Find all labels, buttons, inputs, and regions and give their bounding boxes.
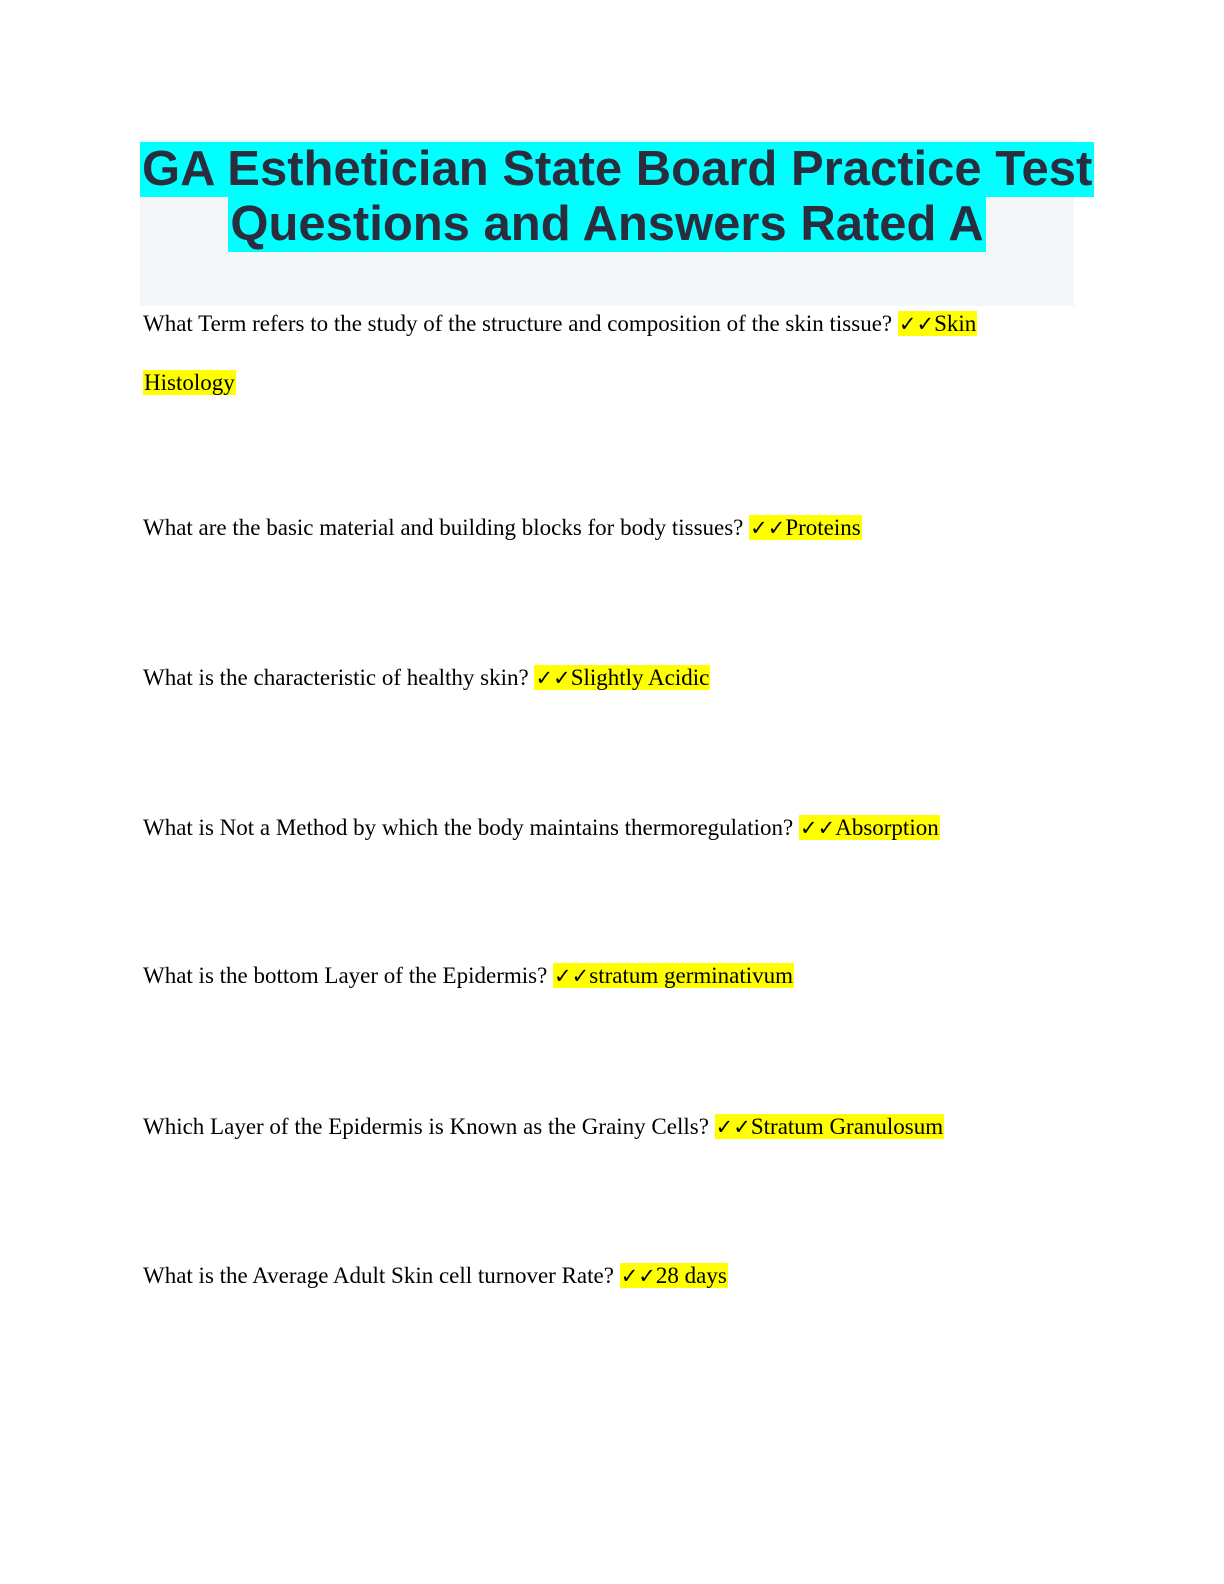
answer-text: Histology (144, 370, 235, 395)
double-check-icon: ✓✓ (800, 816, 836, 840)
answer-text: Slightly Acidic (570, 665, 710, 690)
question-text: What are the basic material and building blocks for body tissues? (143, 515, 750, 540)
qa-item-6 (143, 1111, 944, 1143)
answer-text: Proteins (785, 515, 861, 540)
answer-highlight (799, 815, 940, 840)
qa-item-7 (143, 1260, 728, 1292)
answer-text: 28 days (655, 1263, 727, 1288)
qa-item-4 (143, 812, 940, 844)
qa-item-3 (143, 662, 710, 694)
question-text: What is the characteristic of healthy skin? (143, 665, 535, 690)
double-check-icon: ✓✓ (750, 516, 786, 540)
answer-highlight (553, 963, 794, 988)
answer-text: Stratum Granulosum (750, 1114, 944, 1139)
qa-item-2 (143, 512, 862, 544)
answer-text: Skin (934, 311, 977, 336)
qa-item-1-continuation (143, 367, 236, 399)
question-text: What Term refers to the study of the structure and composition of the skin tissue? (143, 311, 898, 336)
double-check-icon: ✓✓ (554, 964, 590, 988)
question-text: What is Not a Method by which the body maintains thermoregulation? (143, 815, 799, 840)
answer-highlight (715, 1114, 945, 1139)
answer-highlight (534, 665, 710, 690)
question-text: What is the Average Adult Skin cell turnover Rate? (143, 1263, 620, 1288)
question-text: Which Layer of the Epidermis is Known as the Grainy Cells? (143, 1114, 715, 1139)
answer-highlight (749, 515, 862, 540)
double-check-icon: ✓✓ (715, 1115, 751, 1139)
double-check-icon: ✓✓ (898, 312, 935, 336)
answer-highlight (143, 370, 236, 395)
answer-highlight (620, 1263, 728, 1288)
qa-item-5 (143, 960, 794, 992)
document-title-line-2: Questions and Answers Rated A (230, 197, 984, 251)
document-title-line-1: GA Esthetician State Board Practice Test (142, 142, 1093, 196)
double-check-icon: ✓✓ (535, 666, 571, 690)
title-block (140, 140, 1093, 306)
answer-highlight (898, 311, 977, 336)
qa-item-1 (143, 308, 977, 340)
double-check-icon: ✓✓ (620, 1264, 656, 1288)
question-text: What is the bottom Layer of the Epidermis? (143, 963, 554, 988)
answer-text: Absorption (835, 815, 939, 840)
answer-text: stratum germinativum (589, 963, 794, 988)
